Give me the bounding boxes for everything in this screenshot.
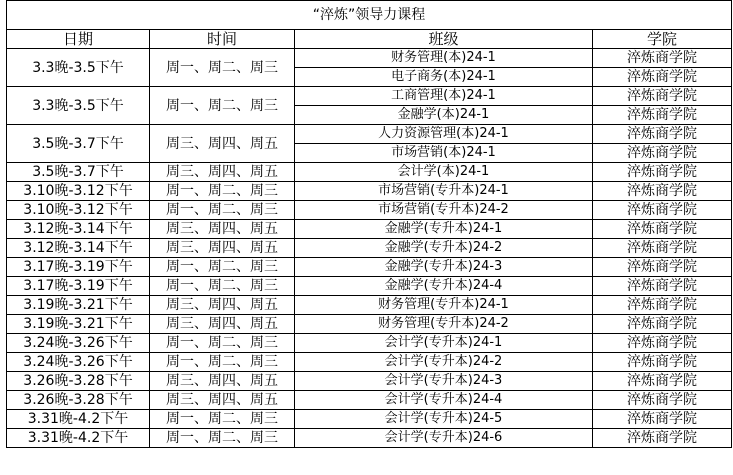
table-title: “淬炼”领导力课程: [7, 1, 732, 30]
cell-college: 淬炼商学院: [593, 315, 732, 334]
cell-days: 周一、周二、周三: [150, 334, 295, 353]
header-row: [7, 30, 732, 49]
header-time: 时间: [150, 30, 295, 49]
cell-date: 3.5晚-3.7下午: [7, 125, 150, 163]
header-class: 班级: [295, 30, 593, 49]
cell-date: 3.24晚-3.26下午: [7, 353, 150, 372]
cell-class: 会计学(专升本)24-3: [295, 372, 593, 391]
cell-days: 周一、周二、周三: [150, 258, 295, 277]
cell-date: 3.3晚-3.5下午: [7, 87, 150, 125]
cell-college: 淬炼商学院: [593, 87, 732, 106]
cell-college: 淬炼商学院: [593, 49, 732, 68]
cell-class: 会计学(本)24-1: [295, 163, 593, 182]
cell-class: 电子商务(本)24-1: [295, 68, 593, 87]
cell-days: 周一、周二、周三: [150, 87, 295, 125]
cell-date: 3.26晚-3.28下午: [7, 391, 150, 410]
cell-days: 周三、周四、周五: [150, 163, 295, 182]
table-row: [7, 410, 732, 429]
cell-college: 淬炼商学院: [593, 163, 732, 182]
cell-days: 周三、周四、周五: [150, 372, 295, 391]
table-row: [7, 87, 732, 106]
cell-college: 淬炼商学院: [593, 144, 732, 163]
cell-date: 3.3晚-3.5下午: [7, 49, 150, 87]
table-row: [7, 258, 732, 277]
cell-college: 淬炼商学院: [593, 68, 732, 87]
cell-class: 市场营销(专升本)24-1: [295, 182, 593, 201]
cell-class: 工商管理(本)24-1: [295, 87, 593, 106]
table-row: [7, 182, 732, 201]
cell-class: 金融学(专升本)24-1: [295, 220, 593, 239]
cell-date: 3.24晚-3.26下午: [7, 334, 150, 353]
cell-date: 3.17晚-3.19下午: [7, 258, 150, 277]
cell-college: 淬炼商学院: [593, 258, 732, 277]
cell-date: 3.5晚-3.7下午: [7, 163, 150, 182]
table-row: [7, 391, 732, 410]
cell-class: 财务管理(专升本)24-2: [295, 315, 593, 334]
cell-days: 周三、周四、周五: [150, 315, 295, 334]
schedule-table-body: [7, 1, 732, 448]
table-row: [7, 163, 732, 182]
table-row: [7, 239, 732, 258]
table-row: [7, 372, 732, 391]
table-row: [7, 296, 732, 315]
cell-college: 淬炼商学院: [593, 334, 732, 353]
cell-days: 周三、周四、周五: [150, 239, 295, 258]
cell-date: 3.10晚-3.12下午: [7, 201, 150, 220]
cell-days: 周一、周二、周三: [150, 429, 295, 448]
cell-college: 淬炼商学院: [593, 182, 732, 201]
cell-class: 金融学(专升本)24-3: [295, 258, 593, 277]
header-college: 学院: [593, 30, 732, 49]
cell-days: 周三、周四、周五: [150, 391, 295, 410]
header-date: 日期: [7, 30, 150, 49]
table-row: [7, 125, 732, 144]
table-row: [7, 429, 732, 448]
cell-class: 人力资源管理(本)24-1: [295, 125, 593, 144]
cell-days: 周一、周二、周三: [150, 201, 295, 220]
cell-class: 金融学(本)24-1: [295, 106, 593, 125]
cell-date: 3.12晚-3.14下午: [7, 220, 150, 239]
cell-college: 淬炼商学院: [593, 201, 732, 220]
cell-class: 市场营销(专升本)24-2: [295, 201, 593, 220]
cell-class: 会计学(专升本)24-2: [295, 353, 593, 372]
cell-class: 金融学(专升本)24-2: [295, 239, 593, 258]
table-row: [7, 334, 732, 353]
cell-college: 淬炼商学院: [593, 125, 732, 144]
cell-days: 周三、周四、周五: [150, 125, 295, 163]
schedule-table: [6, 0, 732, 448]
table-row: [7, 49, 732, 68]
cell-college: 淬炼商学院: [593, 296, 732, 315]
cell-days: 周一、周二、周三: [150, 353, 295, 372]
cell-class: 会计学(专升本)24-1: [295, 334, 593, 353]
cell-days: 周三、周四、周五: [150, 296, 295, 315]
table-row: [7, 353, 732, 372]
table-row: [7, 315, 732, 334]
cell-class: 市场营销(本)24-1: [295, 144, 593, 163]
cell-class: 会计学(专升本)24-4: [295, 391, 593, 410]
cell-college: 淬炼商学院: [593, 239, 732, 258]
cell-college: 淬炼商学院: [593, 353, 732, 372]
cell-college: 淬炼商学院: [593, 391, 732, 410]
cell-class: 会计学(专升本)24-5: [295, 410, 593, 429]
cell-date: 3.31晚-4.2下午: [7, 410, 150, 429]
schedule-sheet: [6, 0, 731, 448]
cell-college: 淬炼商学院: [593, 410, 732, 429]
cell-college: 淬炼商学院: [593, 429, 732, 448]
table-row: [7, 220, 732, 239]
cell-class: 财务管理(专升本)24-1: [295, 296, 593, 315]
cell-class: 会计学(专升本)24-6: [295, 429, 593, 448]
cell-days: 周一、周二、周三: [150, 277, 295, 296]
cell-date: 3.10晚-3.12下午: [7, 182, 150, 201]
cell-date: 3.26晚-3.28下午: [7, 372, 150, 391]
table-row: [7, 201, 732, 220]
cell-days: 周一、周二、周三: [150, 49, 295, 87]
cell-class: 金融学(专升本)24-4: [295, 277, 593, 296]
cell-date: 3.31晚-4.2下午: [7, 429, 150, 448]
cell-days: 周一、周二、周三: [150, 182, 295, 201]
cell-date: 3.17晚-3.19下午: [7, 277, 150, 296]
cell-days: 周一、周二、周三: [150, 410, 295, 429]
cell-college: 淬炼商学院: [593, 106, 732, 125]
cell-date: 3.19晚-3.21下午: [7, 315, 150, 334]
cell-date: 3.12晚-3.14下午: [7, 239, 150, 258]
cell-date: 3.19晚-3.21下午: [7, 296, 150, 315]
cell-college: 淬炼商学院: [593, 220, 732, 239]
cell-college: 淬炼商学院: [593, 277, 732, 296]
table-row: [7, 277, 732, 296]
cell-college: 淬炼商学院: [593, 372, 732, 391]
cell-class: 财务管理(本)24-1: [295, 49, 593, 68]
cell-days: 周三、周四、周五: [150, 220, 295, 239]
